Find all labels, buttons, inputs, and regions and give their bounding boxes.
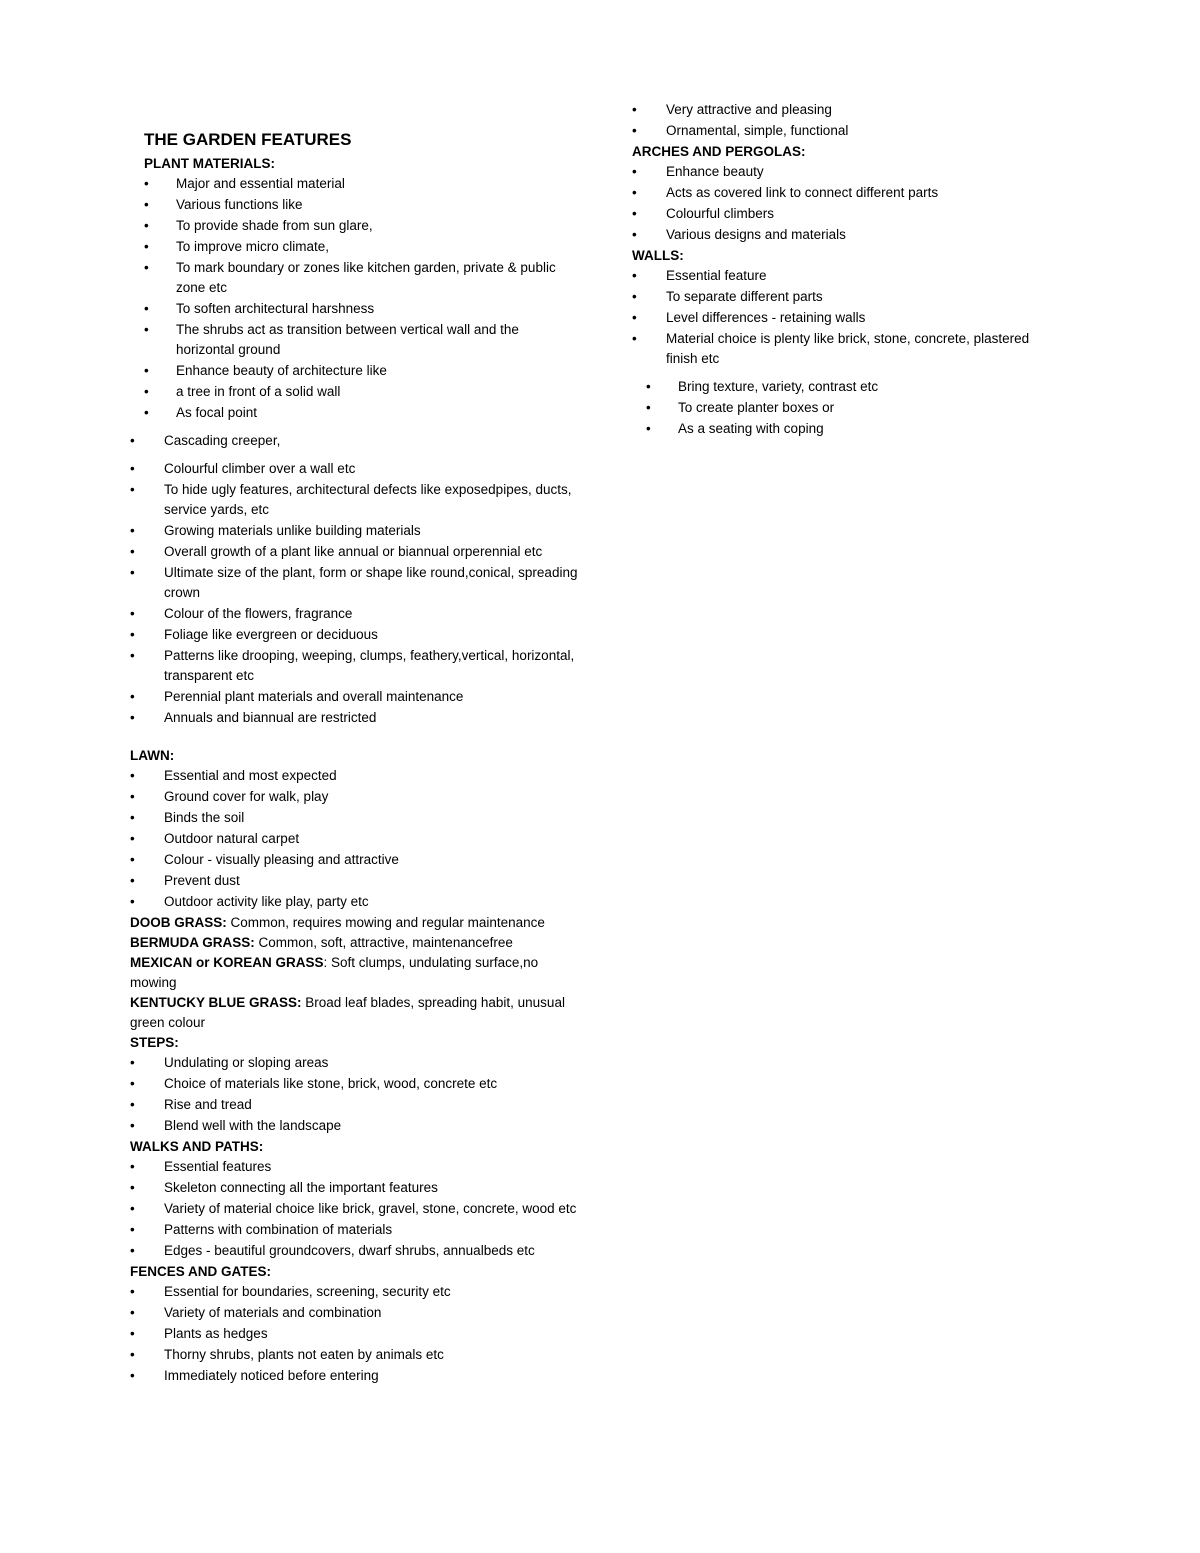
grass-desc: Broad leaf blades, spreading habit, unusual green colour — [130, 995, 565, 1030]
plant-materials-list-a — [130, 174, 580, 423]
list-item: • Annuals and biannual are restricted — [130, 708, 580, 728]
list-item: • Patterns with combination of materials — [130, 1220, 580, 1240]
list-item: • Level differences - retaining walls — [632, 308, 1042, 328]
list-item: • Essential feature — [632, 266, 1042, 286]
list-item: • Cascading creeper, — [130, 431, 580, 451]
list-item: • As a seating with coping — [632, 419, 1042, 439]
list-item: • Acts as covered link to connect different parts — [632, 183, 1042, 203]
grass-name: KENTUCKY BLUE GRASS: — [130, 995, 302, 1010]
list-item: • Perennial plant materials and overall maintenance — [130, 687, 580, 707]
list-item: • Undulating or sloping areas — [130, 1053, 580, 1073]
list-item: • To hide ugly features, architectural defects like exposedpipes, ducts, service yards, etc — [130, 480, 580, 520]
walls-list — [632, 266, 1042, 369]
fences-continued-list — [632, 100, 1042, 141]
list-item: • Enhance beauty — [632, 162, 1042, 182]
list-item: • Major and essential material — [130, 174, 580, 194]
list-item: • Blend well with the landscape — [130, 1116, 580, 1136]
grass-doob — [130, 913, 580, 933]
list-item: • Growing materials unlike building materials — [130, 521, 580, 541]
list-item: • Material choice is plenty like brick, stone, concrete, plastered finish etc — [632, 329, 1042, 369]
walls-list-b — [632, 377, 1042, 439]
grass-desc: : Soft clumps, undulating surface,no mowing — [130, 955, 539, 990]
list-item: • Outdoor natural carpet — [130, 829, 580, 849]
list-item: • Various functions like — [130, 195, 580, 215]
grass-mexican — [130, 953, 580, 993]
list-item: • Variety of material choice like brick, gravel, stone, concrete, wood etc — [130, 1199, 580, 1219]
list-item: • Choice of materials like stone, brick, wood, concrete etc — [130, 1074, 580, 1094]
fences-heading: FENCES AND GATES: — [130, 1264, 272, 1279]
plant-materials-heading: PLANT MATERIALS: — [144, 156, 275, 171]
lawn-heading: LAWN: — [130, 748, 175, 763]
list-item: • To provide shade from sun glare, — [130, 216, 580, 236]
right-column — [632, 100, 1042, 440]
list-item: • Skeleton connecting all the important features — [130, 1178, 580, 1198]
list-item: • As focal point — [130, 403, 580, 423]
list-item: • Patterns like drooping, weeping, clumps, feathery,vertical, horizontal, transparent etc — [130, 646, 580, 686]
walls-heading: WALLS: — [632, 248, 684, 263]
list-item: • Ground cover for walk, play — [130, 787, 580, 807]
fences-list — [130, 1282, 580, 1386]
grass-name: BERMUDA GRASS: — [130, 935, 255, 950]
list-item: • Essential features — [130, 1157, 580, 1177]
list-item: • Bring texture, variety, contrast etc — [632, 377, 1042, 397]
list-item: • The shrubs act as transition between vertical wall and the horizontal ground — [130, 320, 580, 360]
list-item: • Ornamental, simple, functional — [632, 121, 1042, 141]
list-item: • To create planter boxes or — [632, 398, 1042, 418]
list-item: • Binds the soil — [130, 808, 580, 828]
list-item: • Prevent dust — [130, 871, 580, 891]
grass-desc: Common, soft, attractive, maintenancefree — [254, 935, 513, 950]
walks-heading: WALKS AND PATHS: — [130, 1139, 264, 1154]
list-item: • To mark boundary or zones like kitchen garden, private & public zone etc — [130, 258, 580, 298]
list-item: • Colourful climber over a wall etc — [130, 459, 580, 479]
plant-materials-list-b1 — [130, 431, 580, 451]
list-item: • Very attractive and pleasing — [632, 100, 1042, 120]
arches-heading: ARCHES AND PERGOLAS: — [632, 144, 806, 159]
arches-list — [632, 162, 1042, 245]
list-item: • Essential and most expected — [130, 766, 580, 786]
walks-list — [130, 1157, 580, 1261]
list-item: • To separate different parts — [632, 287, 1042, 307]
steps-heading: STEPS: — [130, 1035, 179, 1050]
list-item: • Plants as hedges — [130, 1324, 580, 1344]
list-item: • Enhance beauty of architecture like — [130, 361, 580, 381]
list-item: • Colourful climbers — [632, 204, 1042, 224]
list-item: • Thorny shrubs, plants not eaten by animals etc — [130, 1345, 580, 1365]
grass-desc: Common, requires mowing and regular maintenance — [226, 915, 545, 930]
list-item: • Variety of materials and combination — [130, 1303, 580, 1323]
grass-bermuda — [130, 933, 580, 953]
list-item: • Overall growth of a plant like annual or biannual orperennial etc — [130, 542, 580, 562]
list-item: • Immediately noticed before entering — [130, 1366, 580, 1386]
list-item: • Colour of the flowers, fragrance — [130, 604, 580, 624]
steps-list — [130, 1053, 580, 1136]
list-item: • Ultimate size of the plant, form or shape like round,conical, spreading crown — [130, 563, 580, 603]
list-item: • Various designs and materials — [632, 225, 1042, 245]
lawn-list — [130, 766, 580, 912]
plant-materials-list-b2 — [130, 459, 580, 728]
grass-name: MEXICAN or KOREAN GRASS — [130, 955, 324, 970]
list-item: • Essential for boundaries, screening, security etc — [130, 1282, 580, 1302]
list-item: • Edges - beautiful groundcovers, dwarf shrubs, annualbeds etc — [130, 1241, 580, 1261]
list-item: • Outdoor activity like play, party etc — [130, 892, 580, 912]
list-item: • Foliage like evergreen or deciduous — [130, 625, 580, 645]
left-column — [130, 128, 580, 1387]
grass-kentucky — [130, 993, 580, 1033]
grass-name: DOOB GRASS: — [130, 915, 227, 930]
list-item: • To soften architectural harshness — [130, 299, 580, 319]
list-item: • a tree in front of a solid wall — [130, 382, 580, 402]
list-item: • Rise and tread — [130, 1095, 580, 1115]
list-item: • To improve micro climate, — [130, 237, 580, 257]
list-item: • Colour - visually pleasing and attractive — [130, 850, 580, 870]
page-title: THE GARDEN FEATURES — [144, 130, 352, 149]
